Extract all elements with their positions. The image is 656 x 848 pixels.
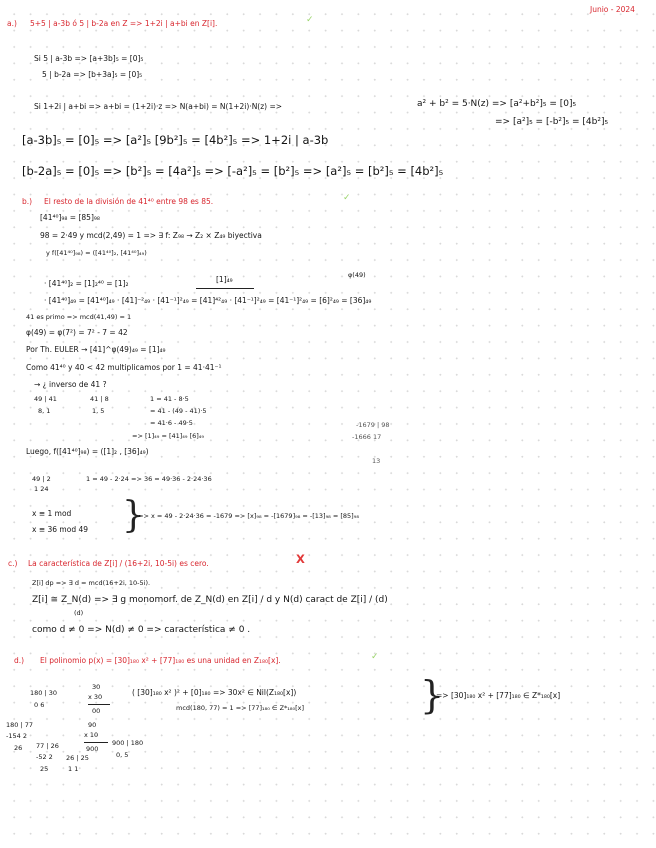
b-side-calc-3: 13 [372, 457, 381, 465]
part-b-label: b.) [22, 197, 33, 206]
b-fraction-numerator: [1]₄₉ [216, 275, 233, 284]
header-date: Junio - 2024 [590, 5, 635, 14]
c-line-3: como d ≠ 0 => N(d) ≠ 0 => característica ≠ 0 . [32, 625, 251, 635]
c-line-1: Z[i] dp => ∃ d = mcd(16+2i, 10-5i). [32, 579, 151, 587]
d-calc-l-3: 26 [14, 744, 23, 752]
b-eq-1: 1 = 41 - 8·5 [150, 395, 189, 403]
b-system-2: x ≡ 36 mod 49 [32, 525, 89, 534]
d-calc-b-1: 30 [92, 683, 101, 691]
d-calc-l-2: -154 2 [6, 732, 27, 740]
part-b-statement: El resto de la división de 41⁴⁰ entre 98 es 85. [44, 197, 214, 206]
check-icon: ✓ [371, 652, 379, 662]
part-a-statement: 5+5 | a-3b ó 5 | b-2a en Z => 1+2i | a+bi en Z[i]. [30, 19, 218, 28]
d-calc-m-3: 25 [40, 765, 49, 773]
b-line-7: φ(49) = φ(7²) = 7² - 7 = 42 [26, 328, 128, 337]
fraction-bar [196, 288, 254, 289]
d-calc-b-3: 00 [92, 707, 101, 715]
calc-p-rule [84, 742, 108, 743]
part-d-statement: El polinomio p(x) = [30]₁₈₀ x² + [77]₁₈₀ es una unidad en Z₁₈₀[x]. [40, 656, 281, 665]
check-icon: ✓ [306, 15, 314, 25]
d-calc-n-1: 26 | 25 [66, 754, 89, 762]
result-brace: } [420, 673, 445, 717]
b-line-6: 41 es primo => mcd(41,49) = 1 [26, 313, 132, 321]
calc-b-rule [88, 704, 110, 705]
d-calc-m-1: 77 | 26 [36, 742, 59, 750]
b-side-calc-2: -1666 17 [352, 433, 382, 441]
d-calc-q-2: 0, 5 [116, 751, 129, 759]
d-calc-p-2: x 10 [84, 731, 99, 739]
a-line-6: [b-2a]₅ = [0]₅ => [b²]₅ = [4a²]₅ => [-a²]₅ = [b²]₅ => [a²]₅ = [b²]₅ = [4b²]₅ [22, 164, 444, 178]
d-calc-p-1: 90 [88, 721, 97, 729]
b-system-1: x ≡ 1 mod [32, 509, 72, 518]
part-a-label: a.) [7, 19, 17, 28]
a-line-4: => [a²]₅ = [-b²]₅ = [4b²]₅ [495, 117, 609, 127]
part-d-label: d.) [14, 656, 25, 665]
a-line-2: 5 | b-2a => [b+3a]₅ = [0]₅ [42, 70, 143, 79]
b-exponent-phi: φ(49) [348, 271, 366, 279]
b-division-2-top: 41 | 8 [90, 395, 109, 403]
b-eq-2: = 41 - (49 - 41)·5 [150, 407, 207, 415]
b-line-10: → ¿ inverso de 41 ? [34, 380, 107, 389]
d-calc-l-1: 180 | 77 [6, 721, 33, 729]
b-line-3: y f([41⁴⁰]₉₈) = ([41⁴⁰]₂, [41⁴⁰]₄₉) [46, 249, 147, 257]
b-line-1: [41⁴⁰]₉₈ = [85]₉₈ [40, 213, 100, 222]
d-calc-a-bottom: 0 6 [34, 701, 45, 709]
d-calc-n-2: 1 1 [68, 765, 79, 773]
b-line-8: Por Th. EULER → [41]^φ(49)₄₉ = [1]₄₉ [26, 345, 166, 354]
a-line-5: [a-3b]₅ = [0]₅ => [a²]₅ [9b²]₅ = [4b²]₅ => 1+2i | a-3b [22, 133, 329, 147]
b-division-1-top: 49 | 41 [34, 395, 57, 403]
a-line-3b: a² + b² = 5·N(z) => [a²+b²]₅ = [0]₅ [417, 99, 577, 109]
d-result: => [30]₁₈₀ x² + [77]₁₈₀ ∈ Z*₁₈₀[x] [436, 691, 561, 700]
b-division-2-bottom: 1, 5 [92, 407, 105, 415]
c-line-2-sub: (d) [74, 609, 84, 617]
b-line-4: · [41⁴⁰]₂ = [1]₂⁴⁰ = [1]₂ [44, 279, 129, 288]
b-line-9: Como 41⁴⁰ y 40 < 42 multiplicamos por 1 = 41·41⁻¹ [26, 363, 222, 372]
a-line-3: Si 1+2i | a+bi => a+bi = (1+2i)·z => N(a+bi) = N(1+2i)·N(z) => [34, 102, 283, 111]
d-calc-m-2: -52 2 [36, 753, 53, 761]
b-line-12: 1 = 49 - 2·24 => 36 = 49·36 - 2·24·36 [86, 475, 212, 483]
cross-icon: X [296, 552, 305, 566]
system-brace: } [122, 495, 145, 536]
d-calc-p-3: 900 [86, 745, 99, 753]
d-main-1: ( [30]₁₈₀ x² )² + [0]₁₈₀ => 30x² ∈ Nil(Z₁₈₀[x]) [132, 688, 297, 697]
b-side-calc-1: -1679 | 98 [356, 421, 390, 429]
part-c-label: c.) [8, 559, 18, 568]
b-line-5: · [41⁴⁰]₄₉ = [41⁴⁰]₄₉ · [41]⁻²₄₉ · [41⁻¹]²₄₉ = [41]⁴²₄₉ · [41⁻¹]²₄₉ = [41⁻¹]²₄₉ = [6]²₄₉ = [36]₄₉ [44, 296, 372, 305]
b-line-2: 98 = 2·49 y mcd(2,49) = 1 => ∃ f: Z₉₈ → Z₂ × Z₄₉ biyectiva [40, 231, 262, 240]
b-division-1-bottom: 8, 1 [38, 407, 51, 415]
check-icon: ✓ [343, 193, 351, 203]
part-c-statement: La característica de Z[i] / (16+2i, 10-5i) es cero. [28, 559, 209, 568]
b-eq-3: = 41·6 - 49·5 [150, 419, 193, 427]
d-calc-q-1: 900 | 180 [112, 739, 144, 747]
d-main-2: mcd(180, 77) = 1 => [77]₁₈₀ ∈ Z*₁₈₀[x] [176, 704, 305, 712]
b-system-result: => x = 49 - 2·24·36 = -1679 => [x]₉₈ = -[1679]₉₈ = -[13]₉₈ = [85]₉₈ [138, 512, 359, 520]
d-calc-a-top: 180 | 30 [30, 689, 57, 697]
a-line-1: Si 5 | a-3b => [a+3b]₅ = [0]₅ [34, 54, 144, 63]
b-division-3-top: 49 | 2 [32, 475, 51, 483]
b-division-3-bottom: 1 24 [34, 485, 49, 493]
d-calc-b-2: x 30 [88, 693, 103, 701]
b-eq-4: => [1]₄₉ = [41]₄₉ [6]₄₉ [132, 432, 204, 440]
b-line-11: Luego, f([41⁴⁰]₉₈) = ([1]₂ , [36]₄₉) [26, 447, 149, 456]
c-line-2: Z[i] ≅ Z_N(d) => ∃ g monomorf. de Z_N(d) en Z[i] / d y N(d) caract de Z[i] / (d) [32, 595, 388, 605]
